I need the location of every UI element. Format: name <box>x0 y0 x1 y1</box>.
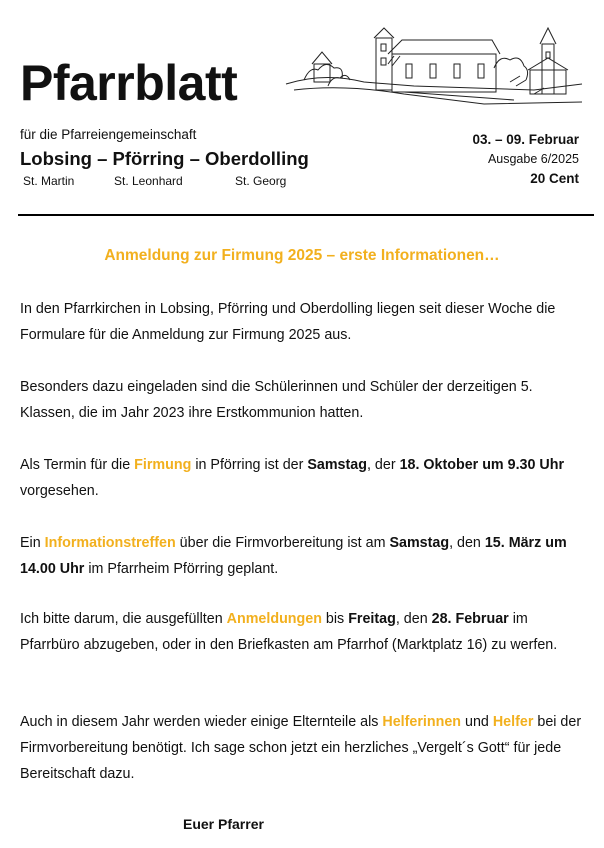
bold-date: 28. Februar <box>431 611 509 627</box>
text-run: Ich bitte darum, die ausgefüllten <box>20 611 227 627</box>
text-run: , den <box>449 535 485 551</box>
bold-day: Samstag <box>389 535 450 551</box>
article-paragraph: In den Pfarrkirchen in Lobsing, Pförring und Oberdolling liegen seit dieser Woche die Formulare für die Anmeldung zur Firmung 2025 aus. <box>20 301 556 343</box>
bold-day: Samstag <box>307 457 367 473</box>
church-illustration <box>284 24 584 112</box>
article-paragraph <box>20 530 586 582</box>
highlight-firmung: Firmung <box>134 457 192 473</box>
text-run: Auch in diesem Jahr werden wieder einige Elternteile als <box>20 714 383 730</box>
church-name: St. Martin <box>23 174 75 188</box>
newsletter-title: Pfarrblatt <box>20 55 238 111</box>
text-run: im Pfarrbüro abzugeben, oder in den Briefkasten am Pfarrhof (Marktplatz 16) zu werfen. <box>20 611 558 653</box>
church-name: St. Georg <box>235 174 287 188</box>
text-run: Ein <box>20 535 45 551</box>
article-paragraph: Besonders dazu eingeladen sind die Schülerinnen und Schüler der derzeitigen 5. Klassen, die im Jahr 2023 ihre Erstkommunion hatten. <box>20 379 533 421</box>
parishes-heading: Lobsing – Pförring – Oberdolling <box>20 148 309 169</box>
article-paragraph <box>20 709 586 787</box>
article-headline: Anmeldung zur Firmung 2025 – erste Informationen… <box>104 247 500 264</box>
text-run: und <box>461 714 493 730</box>
text-run: , der <box>366 457 400 473</box>
bold-date: 15. März um 14.00 Uhr <box>20 535 567 577</box>
text-run: in Pförring ist der <box>191 457 308 473</box>
text-run: bei der Firmvorbereitung benötigt. Ich sage schon jetzt ein herzliches „Vergelt´s Gott“ für jede Bereitschaft dazu. <box>20 714 582 782</box>
highlight-anmeldungen: Anmeldungen <box>226 611 322 627</box>
signature: Euer Pfarrer <box>183 816 264 832</box>
issue-date: 03. – 09. Februar <box>472 132 579 147</box>
text-run: im Pfarrheim Pförring geplant. <box>84 561 279 577</box>
issue-price: 20 Cent <box>530 171 579 186</box>
highlight-helferinnen: Helferinnen <box>382 714 462 730</box>
text-run: Als Termin für die <box>20 457 135 473</box>
highlight-informationstreffen: Informationstreffen <box>44 535 176 551</box>
text-run: bis <box>321 611 349 627</box>
article-paragraph <box>20 606 586 658</box>
bold-day: Freitag <box>348 611 396 627</box>
bold-date: 18. Oktober um 9.30 Uhr <box>399 457 565 473</box>
text-run: vorgesehen. <box>20 483 99 499</box>
highlight-helfer: Helfer <box>492 714 534 730</box>
church-name: St. Leonhard <box>114 174 183 188</box>
article-paragraph <box>20 452 586 504</box>
text-run: , den <box>395 611 432 627</box>
newsletter-subtitle: für die Pfarreiengemeinschaft <box>20 127 197 142</box>
text-run: über die Firmvorbereitung ist am <box>175 535 390 551</box>
issue-number: Ausgabe 6/2025 <box>487 152 579 166</box>
header-divider <box>18 214 594 216</box>
